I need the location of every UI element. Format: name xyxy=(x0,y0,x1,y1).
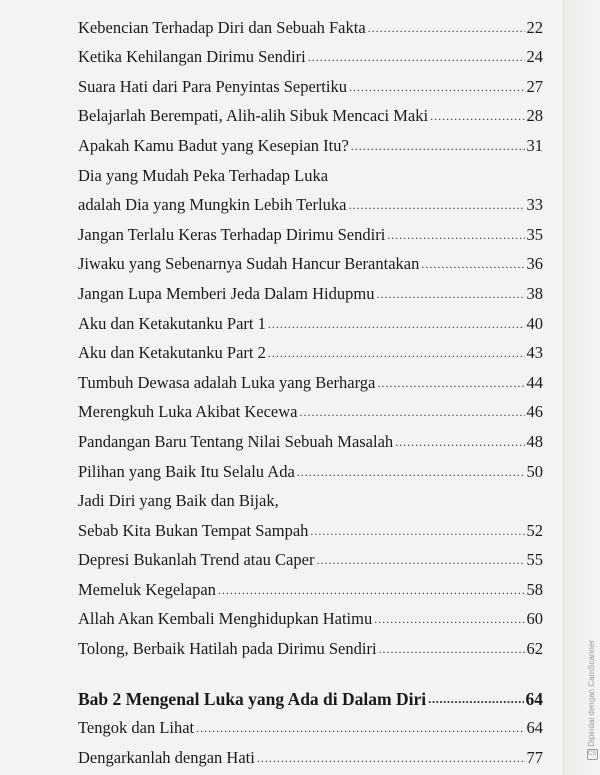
toc-entry-page: 52 xyxy=(526,520,543,540)
toc-entry-title: Ketika Kehilangan Dirimu Sendiri xyxy=(78,47,306,67)
toc-entry-page: 36 xyxy=(526,254,543,274)
scanner-watermark xyxy=(587,640,598,764)
dot-leader xyxy=(430,110,524,122)
toc-entry-page: 43 xyxy=(526,343,543,363)
toc-entry-page: 48 xyxy=(526,431,543,451)
toc-entry-page: 24 xyxy=(526,47,543,67)
toc-entry-title: Jangan Lupa Memberi Jeda Dalam Hidupmu xyxy=(78,283,375,303)
toc-entry-title: Jiwaku yang Sebenarnya Sudah Hancur Berantakan xyxy=(78,254,420,274)
toc-entry xyxy=(78,738,543,768)
toc-entry-page: 31 xyxy=(526,135,543,155)
toc-entry-page: 22 xyxy=(526,17,543,37)
dot-leader xyxy=(196,722,524,734)
toc-entry xyxy=(78,334,543,364)
toc-entry xyxy=(78,67,543,97)
toc-entry xyxy=(78,393,543,423)
toc-entry-title: Depresi Bukanlah Trend atau Caper xyxy=(78,550,315,570)
toc-entry-page: 55 xyxy=(526,550,543,570)
dot-leader xyxy=(348,199,524,211)
watermark-text: Dipindai dengan CamScanner xyxy=(587,640,596,747)
dot-leader xyxy=(310,525,524,537)
dot-leader xyxy=(349,81,525,93)
toc-entry-title-line1: Jadi Diri yang Baik dan Bijak, xyxy=(78,491,279,511)
toc-entry-page: 35 xyxy=(526,224,543,244)
dot-leader xyxy=(308,51,525,63)
chapter-title: Bab 2 Mengenal Luka yang Ada di Dalam Diri xyxy=(78,688,427,709)
dot-leader xyxy=(218,584,525,596)
toc-entry-title: Belajarlah Berempati, Alih-alih Sibuk Mencaci Maki xyxy=(78,106,429,126)
toc-entry-page: 58 xyxy=(526,579,543,599)
dot-leader xyxy=(421,258,524,270)
toc-entry xyxy=(78,709,543,739)
toc-entry-page: 40 xyxy=(526,313,543,333)
dot-leader xyxy=(395,436,524,448)
section-spacer xyxy=(78,659,543,679)
toc-entry-page: 50 xyxy=(526,461,543,481)
toc-entry xyxy=(78,541,543,571)
dot-leader xyxy=(376,288,524,300)
toc-entry-page: 64 xyxy=(526,718,543,738)
toc-entry xyxy=(78,38,543,68)
dot-leader xyxy=(268,347,525,359)
toc-entry-title: adalah Dia yang Mungkin Lebih Terluka xyxy=(78,195,347,215)
table-of-contents xyxy=(78,8,543,768)
toc-entry xyxy=(78,156,543,215)
toc-entry-page: 28 xyxy=(526,106,543,126)
toc-entry-page: 60 xyxy=(526,609,543,629)
toc-entry xyxy=(78,629,543,659)
toc-entry-page: 38 xyxy=(526,283,543,303)
toc-entry-title: Apakah Kamu Badut yang Kesepian Itu? xyxy=(78,135,349,155)
toc-entry xyxy=(78,304,543,334)
toc-entry-title: Aku dan Ketakutanku Part 2 xyxy=(78,343,266,363)
toc-entry xyxy=(78,363,543,393)
toc-entry-title: Aku dan Ketakutanku Part 1 xyxy=(78,313,266,333)
toc-entry-title: Merengkuh Luka Akibat Kecewa xyxy=(78,402,298,422)
toc-entry xyxy=(78,570,543,600)
toc-entry xyxy=(78,274,543,304)
toc-entry-page: 33 xyxy=(526,195,543,215)
dot-leader xyxy=(316,554,524,566)
toc-entry-title: Kebencian Terhadap Diri dan Sebuah Fakta xyxy=(78,17,366,37)
dot-leader xyxy=(379,643,525,655)
toc-entry-title: Suara Hati dari Para Penyintas Sepertiku xyxy=(78,76,347,96)
toc-entry-title: Sebab Kita Bukan Tempat Sampah xyxy=(78,520,309,540)
camscanner-icon: CS xyxy=(587,749,598,760)
toc-entry xyxy=(78,245,543,275)
toc-entry xyxy=(78,126,543,156)
toc-entry-title: Memeluk Kegelapan xyxy=(78,579,216,599)
dot-leader xyxy=(374,613,524,625)
chapter-page: 64 xyxy=(525,688,543,709)
toc-entry-title: Tolong, Berbaik Hatilah pada Dirimu Sendiri xyxy=(78,639,377,659)
toc-entry-page: 62 xyxy=(526,639,543,659)
dot-leader xyxy=(297,466,525,478)
toc-entry xyxy=(78,600,543,630)
toc-entry-page: 77 xyxy=(526,747,543,767)
toc-entry xyxy=(78,422,543,452)
toc-entry-title: Jangan Terlalu Keras Terhadap Dirimu Sendiri xyxy=(78,224,386,244)
toc-entry-page: 44 xyxy=(526,372,543,392)
toc-entry xyxy=(78,8,543,38)
dot-leader xyxy=(387,229,524,241)
toc-entry xyxy=(78,215,543,245)
dot-leader xyxy=(299,406,524,418)
dot-leader xyxy=(268,318,525,330)
toc-entry-page: 46 xyxy=(526,402,543,422)
dot-leader xyxy=(377,377,524,389)
toc-entry-title-line1: Dia yang Mudah Peka Terhadap Luka xyxy=(78,165,329,185)
dot-leader xyxy=(428,693,523,705)
toc-entry-title: Tumbuh Dewasa adalah Luka yang Berharga xyxy=(78,372,376,392)
toc-chapter-heading xyxy=(78,679,543,709)
toc-entry xyxy=(78,452,543,482)
toc-entry-title: Pandangan Baru Tentang Nilai Sebuah Masalah xyxy=(78,431,394,451)
toc-entry-page: 27 xyxy=(526,76,543,96)
toc-entry xyxy=(78,482,543,541)
dot-leader xyxy=(368,22,525,34)
toc-entry-title: Dengarkanlah dengan Hati xyxy=(78,747,255,767)
dot-leader xyxy=(257,752,525,764)
toc-entry xyxy=(78,97,543,127)
toc-entry-title: Pilihan yang Baik Itu Selalu Ada xyxy=(78,461,295,481)
dot-leader xyxy=(351,140,525,152)
toc-entry-title: Tengok dan Lihat xyxy=(78,718,195,738)
toc-entry-title: Allah Akan Kembali Menghidupkan Hatimu xyxy=(78,609,373,629)
